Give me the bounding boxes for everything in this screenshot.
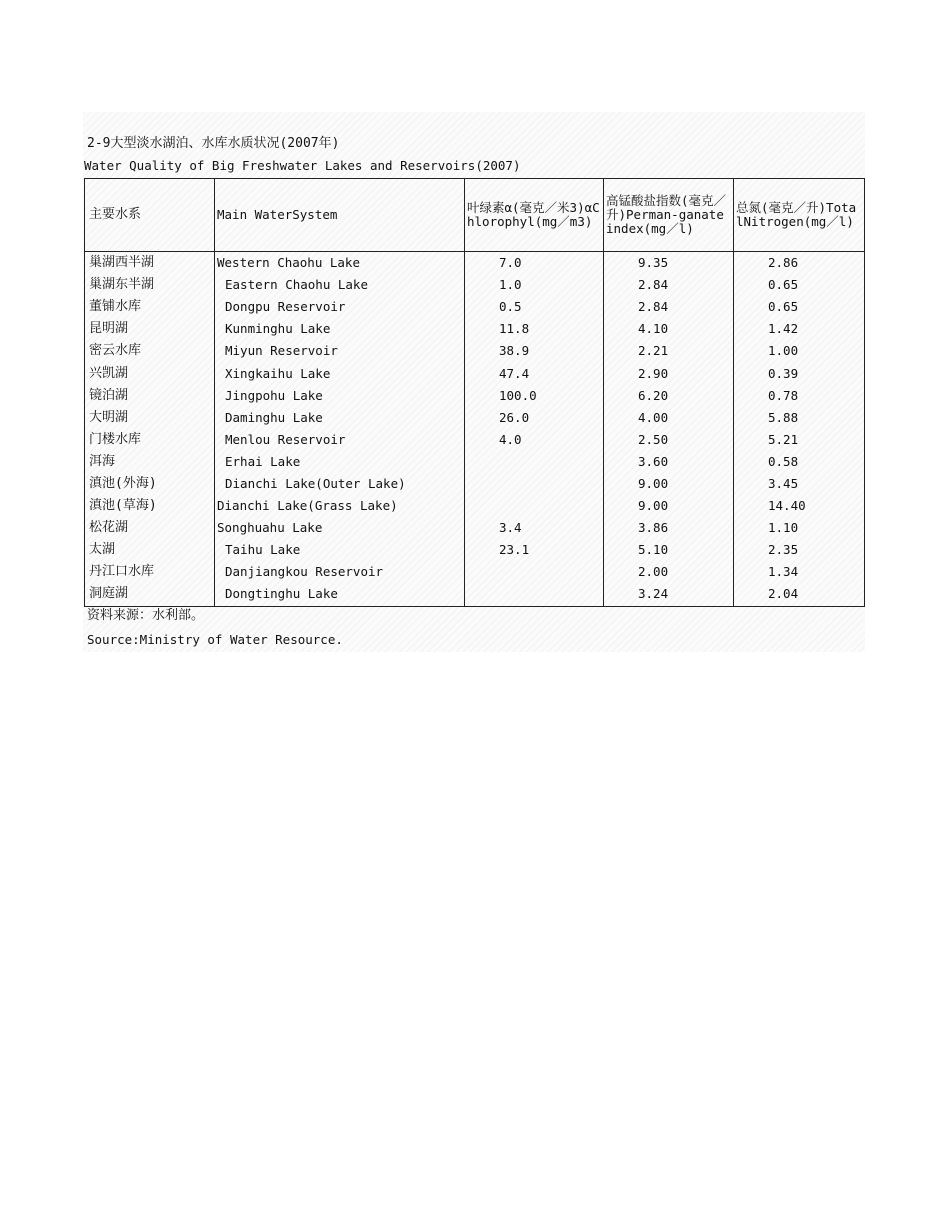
chlorophyll-value xyxy=(465,473,604,495)
total-nitrogen-value: 1.10 xyxy=(734,517,865,539)
total-nitrogen-value: 1.34 xyxy=(734,561,865,583)
lake-name-cn: 兴凯湖 xyxy=(85,362,215,384)
total-nitrogen-value: 14.40 xyxy=(734,495,865,517)
header-total-nitrogen: 总氮(毫克／升)TotalNitrogen(mg／l) xyxy=(734,179,865,252)
table-row xyxy=(85,495,865,517)
permanganate-value: 5.10 xyxy=(604,539,734,561)
table-row xyxy=(85,473,865,495)
permanganate-value: 2.84 xyxy=(604,296,734,318)
permanganate-value: 9.00 xyxy=(604,495,734,517)
table-row xyxy=(85,517,865,539)
lake-name-en: Songhuahu Lake xyxy=(215,517,465,539)
table-row xyxy=(85,451,865,473)
lake-name-cn: 门楼水库 xyxy=(85,429,215,451)
permanganate-value: 2.90 xyxy=(604,362,734,384)
chlorophyll-value: 23.1 xyxy=(465,539,604,561)
lake-name-en: Miyun Reservoir xyxy=(215,340,465,362)
chlorophyll-value: 11.8 xyxy=(465,318,604,340)
lake-name-cn: 洞庭湖 xyxy=(85,583,215,606)
table-header-row xyxy=(85,179,865,252)
permanganate-value: 6.20 xyxy=(604,385,734,407)
chlorophyll-value xyxy=(465,561,604,583)
total-nitrogen-value: 3.45 xyxy=(734,473,865,495)
total-nitrogen-value: 0.78 xyxy=(734,385,865,407)
lake-name-en: Menlou Reservoir xyxy=(215,429,465,451)
lake-name-cn: 密云水库 xyxy=(85,340,215,362)
lake-name-cn: 太湖 xyxy=(85,539,215,561)
lake-name-en: Dongtinghu Lake xyxy=(215,583,465,606)
table-row xyxy=(85,561,865,583)
chlorophyll-value: 0.5 xyxy=(465,296,604,318)
chlorophyll-value: 26.0 xyxy=(465,407,604,429)
permanganate-value: 2.00 xyxy=(604,561,734,583)
table-row xyxy=(85,429,865,451)
chlorophyll-value: 7.0 xyxy=(465,252,604,275)
chlorophyll-value xyxy=(465,583,604,606)
lake-name-cn: 滇池(草海) xyxy=(85,495,215,517)
lake-name-cn: 大明湖 xyxy=(85,407,215,429)
lake-name-cn: 镜泊湖 xyxy=(85,385,215,407)
lake-name-cn: 丹江口水库 xyxy=(85,561,215,583)
chlorophyll-value: 38.9 xyxy=(465,340,604,362)
table-title-english: Water Quality of Big Freshwater Lakes and Reservoirs(2007) xyxy=(84,158,521,173)
permanganate-value: 9.35 xyxy=(604,252,734,275)
permanganate-value: 2.21 xyxy=(604,340,734,362)
lake-name-en: Erhai Lake xyxy=(215,451,465,473)
total-nitrogen-value: 0.65 xyxy=(734,274,865,296)
header-chlorophyll: 叶绿素α(毫克／米3)αChlorophyl(mg／m3) xyxy=(465,179,604,252)
table-row xyxy=(85,583,865,606)
lake-name-en: Dianchi Lake(Grass Lake) xyxy=(215,495,465,517)
chlorophyll-value: 47.4 xyxy=(465,362,604,384)
lake-name-en: Dianchi Lake(Outer Lake) xyxy=(215,473,465,495)
table-row xyxy=(85,274,865,296)
total-nitrogen-value: 1.00 xyxy=(734,340,865,362)
table-row xyxy=(85,340,865,362)
permanganate-value: 4.00 xyxy=(604,407,734,429)
lake-name-en: Daminghu Lake xyxy=(215,407,465,429)
table-row xyxy=(85,407,865,429)
source-note-english: Source:Ministry of Water Resource. xyxy=(87,632,343,647)
water-quality-table xyxy=(84,178,865,607)
lake-name-en: Jingpohu Lake xyxy=(215,385,465,407)
lake-name-en: Western Chaohu Lake xyxy=(215,252,465,275)
lake-name-en: Kunminghu Lake xyxy=(215,318,465,340)
total-nitrogen-value: 2.35 xyxy=(734,539,865,561)
table-row xyxy=(85,318,865,340)
total-nitrogen-value: 0.39 xyxy=(734,362,865,384)
lake-name-en: Eastern Chaohu Lake xyxy=(215,274,465,296)
total-nitrogen-value: 0.65 xyxy=(734,296,865,318)
lake-name-cn: 董铺水库 xyxy=(85,296,215,318)
permanganate-value: 3.24 xyxy=(604,583,734,606)
source-note-chinese: 资料来源：水利部。 xyxy=(87,608,205,623)
chlorophyll-value xyxy=(465,495,604,517)
total-nitrogen-value: 0.58 xyxy=(734,451,865,473)
chlorophyll-value: 3.4 xyxy=(465,517,604,539)
total-nitrogen-value: 2.86 xyxy=(734,252,865,275)
permanganate-value: 2.84 xyxy=(604,274,734,296)
permanganate-value: 4.10 xyxy=(604,318,734,340)
table-row xyxy=(85,539,865,561)
table-row xyxy=(85,296,865,318)
permanganate-value: 3.60 xyxy=(604,451,734,473)
lake-name-cn: 昆明湖 xyxy=(85,318,215,340)
total-nitrogen-value: 2.04 xyxy=(734,583,865,606)
table-title-chinese: 2-9大型淡水湖泊、水库水质状况(2007年) xyxy=(87,136,340,151)
total-nitrogen-value: 1.42 xyxy=(734,318,865,340)
total-nitrogen-value: 5.21 xyxy=(734,429,865,451)
permanganate-value: 3.86 xyxy=(604,517,734,539)
header-main-water-system-cn: 主要水系 xyxy=(85,179,215,252)
chlorophyll-value: 4.0 xyxy=(465,429,604,451)
chlorophyll-value xyxy=(465,451,604,473)
permanganate-value: 9.00 xyxy=(604,473,734,495)
header-permanganate-index: 高锰酸盐指数(毫克／升)Perman-ganateindex(mg／l) xyxy=(604,179,734,252)
lake-name-en: Danjiangkou Reservoir xyxy=(215,561,465,583)
table-row xyxy=(85,385,865,407)
lake-name-cn: 洱海 xyxy=(85,451,215,473)
total-nitrogen-value: 5.88 xyxy=(734,407,865,429)
lake-name-en: Taihu Lake xyxy=(215,539,465,561)
lake-name-en: Dongpu Reservoir xyxy=(215,296,465,318)
permanganate-value: 2.50 xyxy=(604,429,734,451)
lake-name-cn: 松花湖 xyxy=(85,517,215,539)
chlorophyll-value: 1.0 xyxy=(465,274,604,296)
table-row xyxy=(85,252,865,275)
chlorophyll-value: 100.0 xyxy=(465,385,604,407)
header-main-water-system-en: Main WaterSystem xyxy=(215,179,465,252)
lake-name-en: Xingkaihu Lake xyxy=(215,362,465,384)
lake-name-cn: 巢湖东半湖 xyxy=(85,274,215,296)
lake-name-cn: 滇池(外海) xyxy=(85,473,215,495)
table-row xyxy=(85,362,865,384)
lake-name-cn: 巢湖西半湖 xyxy=(85,252,215,275)
